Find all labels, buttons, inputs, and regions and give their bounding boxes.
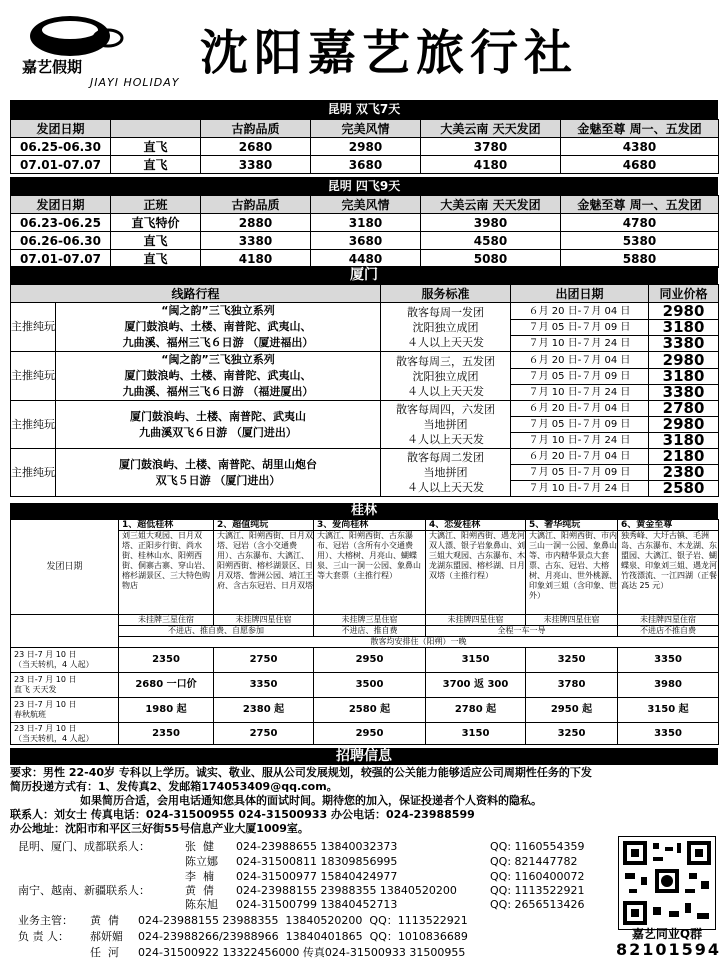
manager-role: 业务主管：	[18, 914, 73, 927]
note-cell: 全程一车一导	[426, 626, 618, 637]
contact-phone: 024-31500977 15840424977	[236, 870, 398, 883]
route-cell	[56, 449, 381, 497]
service-line: 散客每周三，五发团	[396, 354, 496, 368]
service-line: 散客每周一发团	[407, 305, 485, 319]
contact-name: 李 楠	[185, 870, 214, 883]
dates-cell	[511, 352, 649, 401]
product-desc: 刘三姐大观园、日月双塔、正阳步行街、尚水街、桂林山水、阳朔西街、侗寨古寨、穿山岩、榕杉湖景区、三大特色购物店	[119, 531, 214, 615]
table-row	[11, 156, 719, 174]
row-label-line: 23 日-7 月 10 日	[14, 675, 77, 684]
note-cell: 不进店、推自费	[314, 626, 426, 637]
price: 2180	[649, 449, 718, 465]
table-cell: 06.25-06.30	[11, 138, 111, 156]
table-header-row	[11, 120, 719, 138]
price: 3250	[526, 723, 618, 745]
price: 3180	[649, 320, 718, 336]
date-range: ６月 20 日-７月 04 日	[511, 304, 648, 320]
contact-qq: QQ: 2656513426	[490, 898, 585, 911]
row-label	[11, 698, 119, 723]
route-cell	[56, 401, 381, 449]
table-cell: 4180	[201, 250, 311, 268]
price: 2950	[314, 648, 426, 673]
manager-name: 郝妍媚	[90, 930, 123, 943]
banner-recruit: 招聘信息	[10, 748, 718, 765]
product-name: 6、黄金至尊	[618, 520, 719, 531]
table-row	[11, 401, 719, 449]
row-tag: 主推纯玩	[11, 303, 56, 352]
banner-kunming-7days: 昆明 双飞7天	[10, 100, 718, 119]
table-header-row	[11, 196, 719, 214]
product-desc: 大漓江、阳朔西街、遇龙河双人漂、银子岩象鼻山、刘三姐大观园、古东瀑布、木龙湖东盟园、榕杉湖、日月双塔（主推行程）	[426, 531, 526, 615]
manager-name: 任 河	[90, 946, 119, 959]
price: 3700 返 300	[426, 673, 526, 698]
table-header-row	[11, 285, 719, 303]
price: 2780 起	[426, 698, 526, 723]
prices-cell	[649, 401, 719, 449]
table-header-row	[11, 520, 719, 531]
table-cell: 06.26-06.30	[11, 232, 111, 250]
price: 2980	[649, 353, 718, 369]
table-cell: 直飞	[111, 156, 201, 174]
service-line: 沈阳独立成团	[412, 320, 479, 334]
col-header: 完美风情	[311, 196, 421, 214]
service-cell	[381, 303, 511, 352]
service-line: ４人以上天天发	[407, 335, 485, 349]
banner-xiamen: 厦门	[10, 266, 718, 284]
table-cell: 直飞	[111, 250, 201, 268]
qr-label-text: 嘉艺同业Q群	[631, 927, 703, 941]
row-label-line: 直飞 天天发	[14, 685, 57, 694]
col-header: 出团日期	[511, 285, 649, 303]
recruit-line: 如果简历合适，会用电话通知您具体的面试时间。期待您的加入，保证投递者个人资料的隐私。	[80, 794, 542, 807]
date-range: ７月 05 日-７月 09 日	[511, 465, 648, 481]
table-cell: 5880	[561, 250, 719, 268]
table-cell: 4480	[311, 250, 421, 268]
contact-name: 陈立娜	[185, 855, 218, 868]
price: 2380	[649, 465, 718, 481]
contact-name: 陈东旭	[185, 898, 218, 911]
price: 3980	[618, 673, 719, 698]
kunming-9days-table	[10, 195, 719, 268]
price: 3380	[662, 333, 705, 352]
price: 2350	[119, 648, 214, 673]
row-label-line: （当天转机，4 人起）	[14, 733, 94, 743]
service-line: ４人以上天天发	[407, 481, 485, 494]
dates-cell	[511, 401, 649, 449]
table-row	[11, 637, 719, 648]
table-cell: 5080	[421, 250, 561, 268]
route-line: “闽之韵”三飞独立系列	[161, 304, 275, 317]
route-cell	[56, 303, 381, 352]
date-range: ７月 05 日-７月 09 日	[511, 417, 648, 433]
note-all-cell: 散客均安排住（阳朔）一晚	[119, 637, 719, 648]
price: 3350	[618, 648, 719, 673]
price: 1980 起	[119, 698, 214, 723]
price: 2950 起	[526, 698, 618, 723]
price: 3380	[662, 382, 705, 401]
table-row	[11, 232, 719, 250]
table-row	[11, 648, 719, 673]
banner-guilin: 桂林	[10, 503, 718, 519]
price: 2950	[314, 723, 426, 745]
price: 2350	[119, 723, 214, 745]
qr-label	[616, 926, 722, 959]
price: 3250	[526, 648, 618, 673]
contact-phone: 024-31500811 18309856995	[236, 855, 398, 868]
col-header: 古韵品质	[201, 120, 311, 138]
contact-group-label: 昆明、厦门、成都联系人：	[18, 840, 150, 853]
date-range: ７月 05 日-７月 09 日	[511, 369, 648, 385]
contact-group-label: 南宁、越南、新疆联系人：	[18, 884, 150, 897]
price: 2780	[649, 401, 718, 417]
product-name: 1、超低桂林	[119, 520, 214, 531]
banner-kunming-9days: 昆明 四飞9天	[10, 177, 718, 195]
qr-number: 82101594	[616, 940, 722, 959]
product-name: 3、爱尚桂林	[314, 520, 426, 531]
product-desc: 独秀峰、大圩古镇、毛洲岛、古东瀑布、木龙湖、东盟园、大漓江、银子岩、蝴蝶泉、印象刘三姐、遇龙河竹筏漂流、一江四湖（正餐高达 25 元）	[618, 531, 719, 615]
brand-name-en: JIAYI HOLIDAY	[90, 76, 180, 89]
manager-phone: 024-23988266/23988966 13840401865 QQ：1010836689	[138, 930, 468, 943]
table-row	[11, 449, 719, 497]
contact-phone: 024-31500799 13840452713	[236, 898, 398, 911]
col-header: 发团日期	[11, 196, 111, 214]
table-cell: 07.01-07.07	[11, 156, 111, 174]
table-cell: 4580	[421, 232, 561, 250]
row-tag: 主推纯玩	[11, 401, 56, 449]
page-title: 沈阳嘉艺旅行社	[200, 25, 579, 81]
table-cell: 4680	[561, 156, 719, 174]
service-line: ４人以上天天发	[407, 384, 485, 398]
table-cell: 3680	[311, 232, 421, 250]
route-cell	[56, 352, 381, 401]
table-cell: 直飞	[111, 232, 201, 250]
note-cell: 不进店、推自费、自愿参加	[119, 626, 314, 637]
row-label	[11, 723, 119, 745]
service-cell	[381, 449, 511, 497]
table-row	[11, 250, 719, 268]
service-line: ４人以上天天发	[407, 433, 485, 446]
row-label	[11, 673, 119, 698]
hotel-cell: 未挂牌四星住宿	[618, 615, 719, 626]
row-label	[11, 648, 119, 673]
dates-cell	[511, 303, 649, 352]
prices-cell	[649, 352, 719, 401]
date-range: ６月 20 日-７月 04 日	[511, 401, 648, 417]
row-label-line: 23 日-7 月 10 日	[14, 700, 77, 709]
contact-qq: QQ: 1113522921	[490, 884, 585, 897]
table-row	[11, 138, 719, 156]
price: 2380 起	[214, 698, 314, 723]
service-line: 当地拼团	[423, 418, 468, 431]
price: 2750	[214, 648, 314, 673]
col-header: 同业价格	[649, 285, 719, 303]
manager-role: 负 责 人：	[18, 930, 69, 943]
hotel-cell: 未挂牌三星住宿	[119, 615, 214, 626]
row-label-line: 春秋航班	[14, 710, 46, 719]
brand-name-cn: 嘉艺假期	[22, 58, 83, 76]
product-desc: 大漓江、阳朔西街、日月双塔、冠岩（含小交通费用）、古东瀑布、大漓江、阳朔西街、榕杉湖景区、日月双塔、訾洲公园、靖江王府、含古东冠岩、日月双塔	[214, 531, 314, 615]
col-header: 大美云南 天天发团	[421, 120, 561, 138]
route-line: 九曲溪、福州三飞６日游 （厦进福出）	[122, 336, 314, 349]
row-label-line: （当天转机，4 人起）	[14, 660, 94, 669]
table-cell: 06.23-06.25	[11, 214, 111, 232]
recruit-line: 要求：男性 22-40岁 专科以上学历。诚实、敬业、服从公司发展规划，较强的公关能力能够适应公司周期性任务的下发	[10, 766, 592, 779]
recruit-section	[10, 766, 710, 836]
service-line: 当地拼团	[423, 466, 468, 479]
recruit-line: 简历投递方式有：1、发传真2、发邮箱174053409@qq.com。	[10, 780, 338, 793]
table-cell: 3180	[311, 214, 421, 232]
product-desc: 大漓江、阳朔西街、市内三山一洞一公园、象鼻山等、市内精华景点大套票、古东、冠岩、大榕树、月亮山、世外桃源、印象刘三姐（含印象、世外）	[526, 531, 618, 615]
recruit-line: 办公地址：沈阳市和平区三好街55号信息产业大厦1009室。	[10, 822, 309, 835]
product-desc: 大漓江、阳朔西街、古东瀑布、冠岩（含所有小交通费用）、大榕树、月亮山、蝴蝶泉、三山一洞一公园、象鼻山等大套票（主推行程）	[314, 531, 426, 615]
row-label-line: 23 日-7 月 10 日	[14, 723, 77, 733]
route-line: “闽之韵”三飞独立系列	[161, 353, 275, 366]
col-header: 线路行程	[11, 285, 381, 303]
manager-name: 黄 倩	[90, 914, 119, 927]
route-line: 九曲溪、福州三飞６日游 （福进厦出）	[122, 385, 314, 398]
xiamen-table	[10, 284, 719, 497]
table-cell: 3780	[421, 138, 561, 156]
price: 3150	[426, 723, 526, 745]
service-cell	[381, 401, 511, 449]
prices-cell	[649, 303, 719, 352]
contact-name: 黄 倩	[185, 884, 214, 897]
service-line: 散客每周四，六发团	[396, 403, 496, 416]
header	[0, 0, 728, 100]
route-line: 厦门鼓浪屿、土楼、南普陀、武夷山、	[124, 369, 312, 382]
price: 3180	[649, 369, 718, 385]
contact-qq: QQ: 1160554359	[490, 840, 585, 853]
col-header: 发团日期	[11, 120, 111, 138]
row-tag: 主推纯玩	[11, 449, 56, 497]
price: 2580	[662, 479, 705, 497]
product-name: 2、超值纯玩	[214, 520, 314, 531]
row-tag: 主推纯玩	[11, 352, 56, 401]
price: 3350	[618, 723, 719, 745]
table-row	[11, 303, 719, 352]
col-header: 古韵品质	[201, 196, 311, 214]
table-cell: 3380	[201, 232, 311, 250]
table-cell: 直飞特价	[111, 214, 201, 232]
qr-code-icon	[618, 836, 716, 930]
route-line: 厦门鼓浪屿、土楼、南普陀、胡里山炮台	[119, 457, 317, 471]
prices-cell	[649, 449, 719, 497]
contact-phone: 024-23988655 13840032373	[236, 840, 398, 853]
row-label-line: 23 日-7 月 10 日	[14, 650, 77, 659]
manager-phone: 024-23988155 23988355 13840520200 QQ：1113522921	[138, 914, 468, 927]
manager-phone: 024-31500922 13322456000 传真024-31500933 31500955	[138, 946, 466, 959]
kunming-7days-table	[10, 119, 719, 174]
date-label: 发团日期	[11, 520, 119, 615]
table-cell: 4380	[561, 138, 719, 156]
date-range: ７月 05 日-７月 09 日	[511, 320, 648, 336]
table-cell: 直飞	[111, 138, 201, 156]
date-range: ７月 10 日-７月 24 日	[528, 337, 631, 349]
date-range: ７月 10 日-７月 24 日	[528, 483, 631, 494]
table-cell: 4180	[421, 156, 561, 174]
table-row	[11, 615, 719, 626]
price: 2750	[214, 723, 314, 745]
guilin-table	[10, 519, 719, 745]
table-cell: 2680	[201, 138, 311, 156]
col-header: 大美云南 天天发团	[421, 196, 561, 214]
price: 2580 起	[314, 698, 426, 723]
route-line: 厦门鼓浪屿、土楼、南普陀、武夷山、	[124, 320, 312, 333]
table-cell: 2980	[311, 138, 421, 156]
date-range: ７月 10 日-７月 24 日	[528, 435, 631, 446]
price: 3780	[526, 673, 618, 698]
date-range: ６月 20 日-７月 04 日	[511, 353, 648, 369]
table-cell: 3680	[311, 156, 421, 174]
hotel-cell: 未挂牌四星住宿	[526, 615, 618, 626]
service-cell	[381, 352, 511, 401]
table-row	[11, 352, 719, 401]
route-line: 厦门鼓浪屿、土楼、南普陀、武夷山	[130, 409, 306, 423]
col-header: 正班	[111, 196, 201, 214]
dates-cell	[511, 449, 649, 497]
col-header: 金魅至尊 周一、五发团	[561, 120, 719, 138]
contact-name: 张 健	[185, 840, 214, 853]
price: 3180	[662, 431, 705, 449]
table-row	[11, 698, 719, 723]
table-row	[11, 723, 719, 745]
price: 3500	[314, 673, 426, 698]
recruit-line: 联系人：刘女士 传真电话：024-31500955 024-31500933 办公电话：024-23988599	[10, 808, 475, 821]
date-range: ７月 10 日-７月 24 日	[528, 386, 631, 398]
price: 3150 起	[618, 698, 719, 723]
col-header: 金魅至尊 周一、五发团	[561, 196, 719, 214]
table-cell: 4780	[561, 214, 719, 232]
price: 2980	[649, 417, 718, 433]
hotel-cell: 未挂牌四星住宿	[214, 615, 314, 626]
contact-qq: QQ: 821447782	[490, 855, 578, 868]
table-cell: 3980	[421, 214, 561, 232]
table-row	[11, 626, 719, 637]
price: 2980	[649, 304, 718, 320]
col-header: 完美风情	[311, 120, 421, 138]
hotel-cell: 未挂牌三星住宿	[314, 615, 426, 626]
table-cell: 3380	[201, 156, 311, 174]
product-name: 5、奢华纯玩	[526, 520, 618, 531]
price: 3350	[214, 673, 314, 698]
route-line: 双飞５日游 （厦门进出）	[155, 473, 281, 487]
note-cell: 不进店不推自费	[618, 626, 719, 637]
table-row	[11, 673, 719, 698]
hotel-cell: 未挂牌四星住宿	[426, 615, 526, 626]
contact-qq: QQ: 1160400072	[490, 870, 585, 883]
table-cell: 2880	[201, 214, 311, 232]
route-line: 九曲溪双飞６日游 （厦门进出）	[139, 425, 297, 439]
price: 2680 一口价	[119, 673, 214, 698]
service-line: 散客每周二发团	[407, 451, 485, 464]
date-range: ６月 20 日-７月 04 日	[511, 449, 648, 465]
col-header: 服务标准	[381, 285, 511, 303]
col-header	[111, 120, 201, 138]
price: 3150	[426, 648, 526, 673]
table-row	[11, 214, 719, 232]
table-cell: 5380	[561, 232, 719, 250]
product-name: 4、恋爱桂林	[426, 520, 526, 531]
table-cell: 07.01-07.07	[11, 250, 111, 268]
service-line: 沈阳独立成团	[412, 369, 479, 383]
contact-phone: 024-23988155 23988355 13840520200	[236, 884, 457, 897]
